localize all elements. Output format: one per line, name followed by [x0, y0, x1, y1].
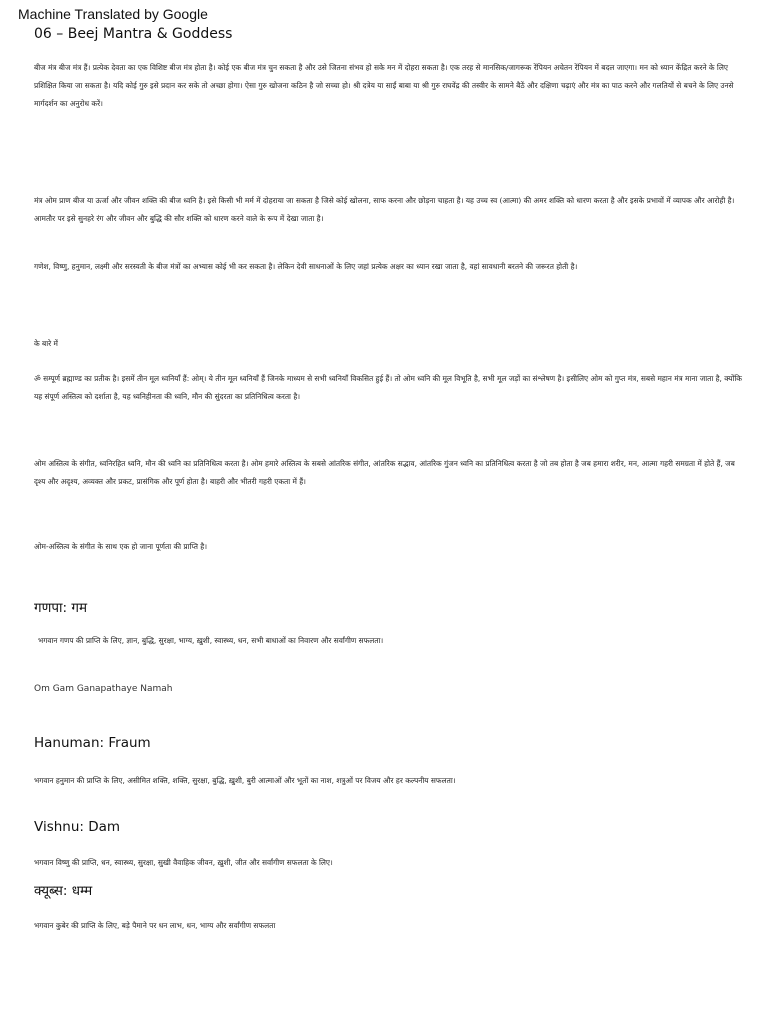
- paragraph-text: मंत्र ओम प्राण बीज या ऊर्जा और जीवन शक्ति की बीज ध्वनि है। इसे किसी भी मर्म में दोहराया जा सकता है जिसे कोई खोलना, साफ करना और छोड़ना चाहता है। यह उच्च स्व (आत्मा) की अमर शक्ति को धारण करता है और इसके प्रभावों में व्यापक और आरोही है। आमतौर पर इसे सुनहरे रंग और जीवन और बुद्धि की सौर शक्ति को धारण करने वाले के रूप में देखा जाता है।: [34, 196, 735, 223]
- section-heading: गणपा: गम: [34, 600, 88, 616]
- om-symbol-paragraph: [34, 370, 744, 406]
- hanuman-section: [34, 735, 744, 751]
- machine-translation-banner: Machine Translated by Google: [18, 6, 208, 22]
- ganapa-section: [34, 598, 744, 616]
- paragraph-text: भगवान कुबेर की प्राप्ति के लिए, बड़े पैमाने पर धन लाभ, धन, भाग्य और सर्वांगीण सफलता: [34, 921, 276, 930]
- paragraph-text: भगवान विष्णु की प्राप्ति, धन, स्वास्थ्य, सुरक्षा, सुखी वैवाहिक जीवन, ख़ुशी, जीत और सर्वांगीण सफलता के लिए।: [34, 858, 333, 867]
- ganapa-benefits: [38, 632, 748, 650]
- about-heading: [34, 335, 744, 353]
- hanuman-benefits: [34, 772, 744, 790]
- om-prana-paragraph: [34, 192, 744, 228]
- paragraph-text: भगवान गणप की प्राप्ति के लिए, ज्ञान, बुद्धि, सुरक्षा, भाग्य, ख़ुशी, स्वास्थ्य, धन, सभी बाधाओं का निवारण और सर्वांगीण सफलता।: [38, 636, 384, 645]
- paragraph-text: के बारे में: [34, 339, 58, 348]
- section-heading: Hanuman: Fraum: [34, 735, 151, 751]
- deities-paragraph: [34, 258, 744, 276]
- page-title: 06 – Beej Mantra & Goddess: [34, 26, 233, 42]
- section-heading: Vishnu: Dam: [34, 819, 121, 835]
- paragraph-text: बीज मंत्र बीज मंत्र हैं। प्रत्येक देवता का एक विशिष्ट बीज मंत्र होता है। कोई एक बीज मंत्र चुन सकता है और उसे जितना संभव हो सके मन में दोहरा सकता है। एक तरह से मानसिक/जागरूक रेंपियन अचेतन रेंपियन में बदल जाएगा। मन को ध्यान केंद्रित करने के लिए प्रशिक्षित किया जा सकता है। यदि कोई गुरु इसे प्रदान कर सके तो अच्छा होगा। ऐसा गुरु खोजना कठिन है जो सच्चा हो। श्री दत्रेय या साईं बाबा या श्री गुरु राघवेंद्र की तस्वीर के सामने बैठें और दक्षिणा चढ़ाएं और मंत्र का पाठ करने और गलतियों से बचने के लिए उनसे मार्गदर्शन का अनुरोध करें।: [34, 63, 734, 108]
- vishnu-benefits: [34, 854, 744, 872]
- mantra-text: Om Gam Ganapathaye Namah: [34, 684, 173, 694]
- paragraph-text: भगवान हनुमान की प्राप्ति के लिए, असीमित शक्ति, शक्ति, सुरक्षा, बुद्धि, ख़ुशी, बुरी आत्माओं और भूतों का नाश, शत्रुओं पर विजय और हर कल्पनीय सफलता।: [34, 776, 456, 785]
- paragraph-text: ओम-अस्तित्व के संगीत के साथ एक हो जाना पूर्णता की प्राप्ति है।: [34, 542, 207, 551]
- intro-paragraph: [34, 59, 744, 113]
- vishnu-section: [34, 819, 744, 835]
- paragraph-text: गणेश, विष्णु, हनुमान, लक्ष्मी और सरस्वती के बीज मंत्रों का अभ्यास कोई भी कर सकता है। लेकिन देवी साधनाओं के लिए जहां प्रत्येक अक्षर का ध्यान रखा जाता है, वहां सावधानी बरतने की जरूरत होती है।: [34, 262, 578, 271]
- section-heading: क्यूब्स: धम्म: [34, 883, 93, 899]
- paragraph-text: ॐ सम्पूर्ण ब्रह्माण्ड का प्रतीक है। इसमें तीन मूल ध्वनियाँ हैं: ओम्। ये तीन मूल ध्वनियाँ हैं जिनके माध्यम से सभी ध्वनियाँ विकसित हुई हैं। तो ओम ध्वनि की मूल विभूति है, सभी मूल जड़ों का संश्लेषण है। इसीलिए ओम को गुप्त मंत्र, सबसे महान मंत्र माना जाता है, क्योंकि यह संपूर्ण अस्तित्व को दर्शाता है, यह ध्वनिहीनता की ध्वनि, मौन की सुंदरता का प्रतिनिधित्व करता है।: [34, 374, 742, 401]
- ganapa-mantra: [34, 680, 744, 698]
- om-completion-paragraph: [34, 538, 744, 556]
- kubera-benefits: [34, 917, 744, 935]
- om-music-paragraph: [34, 455, 744, 491]
- kubera-section: [34, 881, 744, 899]
- paragraph-text: ओम अस्तित्व के संगीत, ध्वनिरहित ध्वनि, मौन की ध्वनि का प्रतिनिधित्व करता है। ओम हमारे अस्तित्व के सबसे आंतरिक संगीत, आंतरिक सद्भाव, आंतरिक गुंजन ध्वनि का प्रतिनिधित्व करता है जो तब होता है जब हमारा शरीर, मन, आत्मा गहरी समग्रता में होते हैं, जब दृश्य और अदृश्य, अव्यक्त और प्रकट, प्रासंगिक और पूर्ण होता है। बाहरी और भीतरी गहरी एकता में हैं।: [34, 459, 735, 486]
